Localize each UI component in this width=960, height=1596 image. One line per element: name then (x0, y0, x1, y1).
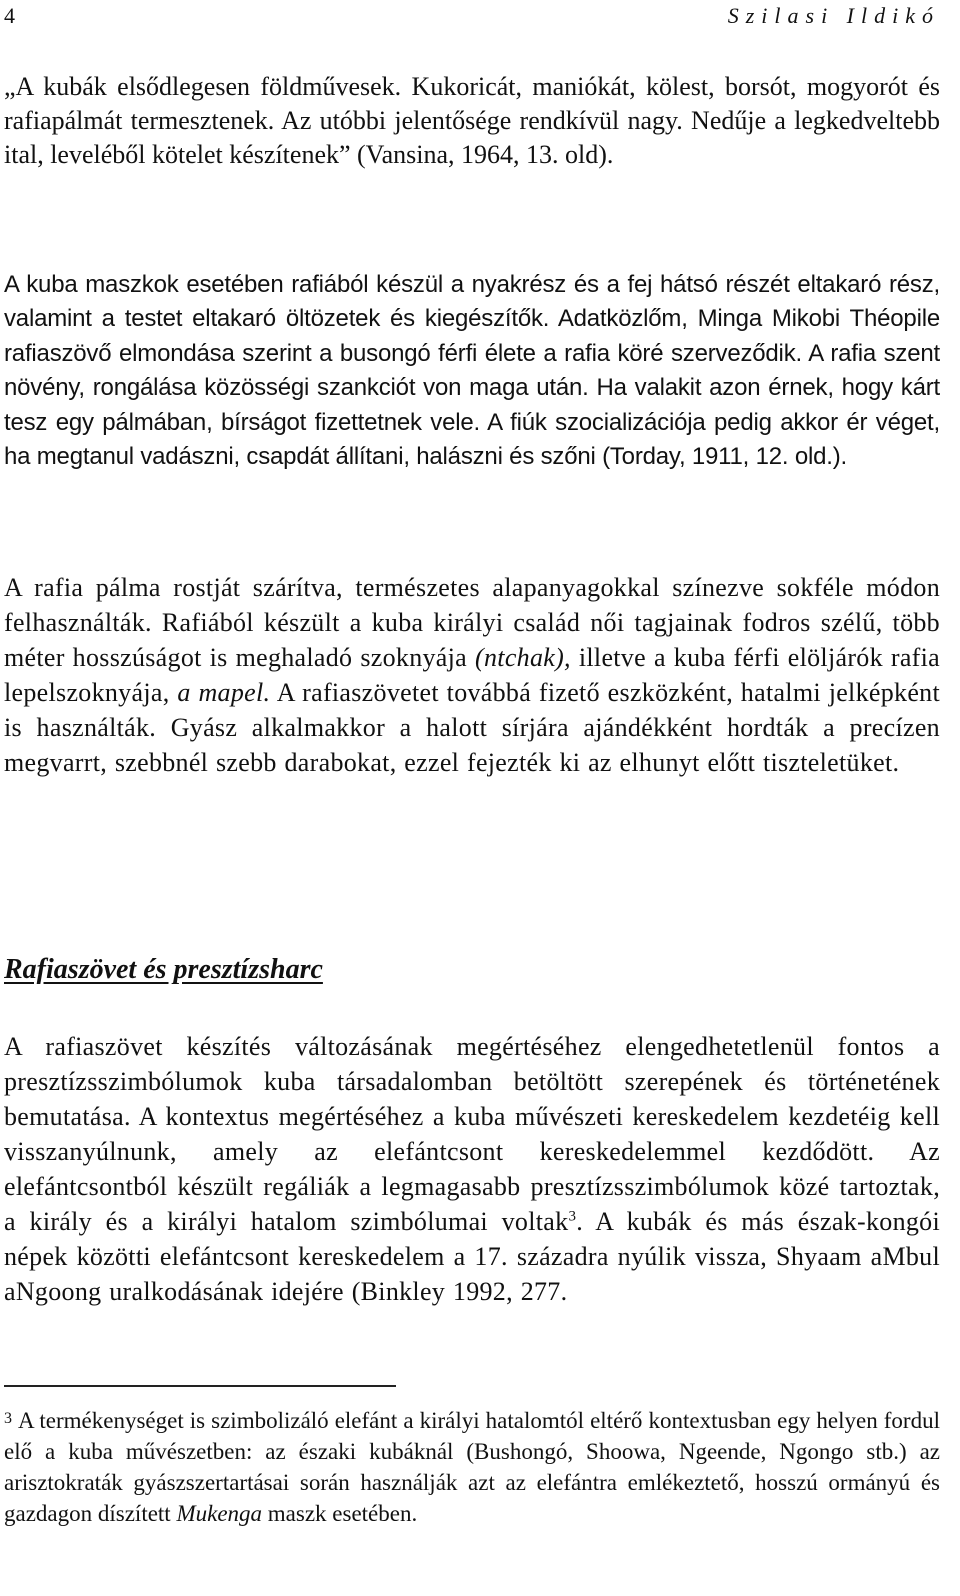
footnote-text: maszk esetében. (267, 1501, 418, 1526)
paragraph-text: A rafiaszövetet továbbá fizető eszközként, hatalmi jelképként is használták. Gyász alkalmakkor a halott sírjára ajándékként hordták a precízen megvarrt, szebbnél szebb darabokat, ezzel fejezték ki az elhunyt előtt tiszteletüket. (4, 678, 940, 777)
paragraph-text: A rafiaszövet készítés változásának megértéséhez elengedhetetlenül fontos a presztízsszimbólumok kuba társadalomban betöltött szerepének és történetének bemutatása. A kontextus megértéséhez a kuba művészeti kereskedelem kezdetéig kell visszanyúlnunk, amely az elefántcsont kereskedelemmel kezdődött. Az elefántcsontból készült regáliák a legmagasabb presztízsszimbólumok közé tartoztak, a király és a királyi hatalom szimbólumai voltak (4, 1032, 940, 1236)
paragraph-quote: „A kubák elsődlegesen földművesek. Kukoricát, maniókát, kölest, borsót, mogyorót és rafiapálmát termesztenek. Az utóbbi jelentősége rendkívül nagy. Nedűje a legkedveltebb ital, leveléből kötelet készítenek” (Vansina, 1964, 13. old). (4, 72, 940, 169)
page-number: 4 (4, 3, 15, 28)
paragraph-raffia-uses (4, 570, 940, 780)
footnote-text: A termékenységet is szimbolizáló elefánt a királyi hatalomtól eltérő kontextusban egy helyen fordul elő a kuba művészetben: az északi kubáknál (Bushongó, Shoowa, Ngeende, Ngongo stb.) az arisztokraták gyászszertartásai során használják azt az elefántra emlékeztető, hosszú ormányú és gazdagon díszített (4, 1408, 940, 1526)
paragraph-text: illetve a kuba férfi elöljárók rafia lepelszoknyája, (4, 643, 940, 707)
footnote-number: 3 (4, 1410, 12, 1427)
italic-term-ntchak: (ntchak), (475, 643, 571, 672)
italic-term-mapel: a mapel. (177, 678, 271, 707)
footnote (4, 1405, 940, 1529)
footnote-reference[interactable]: 3 (568, 1208, 577, 1225)
page-header (4, 2, 940, 32)
paragraph-text: Adatközlőm, Minga Mikobi Théopile rafiaszövő elmondása szerint a busongó férfi élete a rafia köré szerveződik. A rafia szent növény, rongálása közösségi szankciót von maga után. Ha valakit azon érnek, hogy kárt tesz egy pálmában, bírságot fizettetnek vele. A fiúk szocializációja pedig akkor ér véget, ha megtanul vadászni, csapdát állítani, halászni és szőni (Torday, 1911, 12. old.). (4, 305, 940, 471)
paragraph-text: A kuba maszkok esetében rafiából készül a nyakrész és a fej hátsó részét eltakaró rész, valamint a testet eltakaró öltözetek és kiegészítők. (4, 271, 940, 333)
paragraph-text: A rafia pálma rostját szárítva, természetes alapanyagokkal színezve sokféle módon felhasználták. Rafiából készült a kuba királyi család női tagjainak fodros szélű, több méter hosszúságot is meghaladó szoknyája (4, 573, 940, 672)
paragraph-text: . A kubák és más észak-kongói népek közötti elefántcsont kereskedelem a 17. századra nyúlik vissza, Shyaam aMbul aNgoong uralkodásának idejére (Binkley 1992, 277. (4, 1207, 940, 1306)
document-page (4, 0, 940, 1596)
italic-term-mukenga: Mukenga (176, 1501, 263, 1526)
section-heading: Rafiaszövet és presztízsharc (4, 954, 323, 985)
footnote-divider (4, 1385, 396, 1387)
paragraph-prestige (4, 1029, 940, 1309)
paragraph-mask-description (4, 268, 940, 474)
running-head: Szilasi Ildikó (727, 3, 940, 28)
